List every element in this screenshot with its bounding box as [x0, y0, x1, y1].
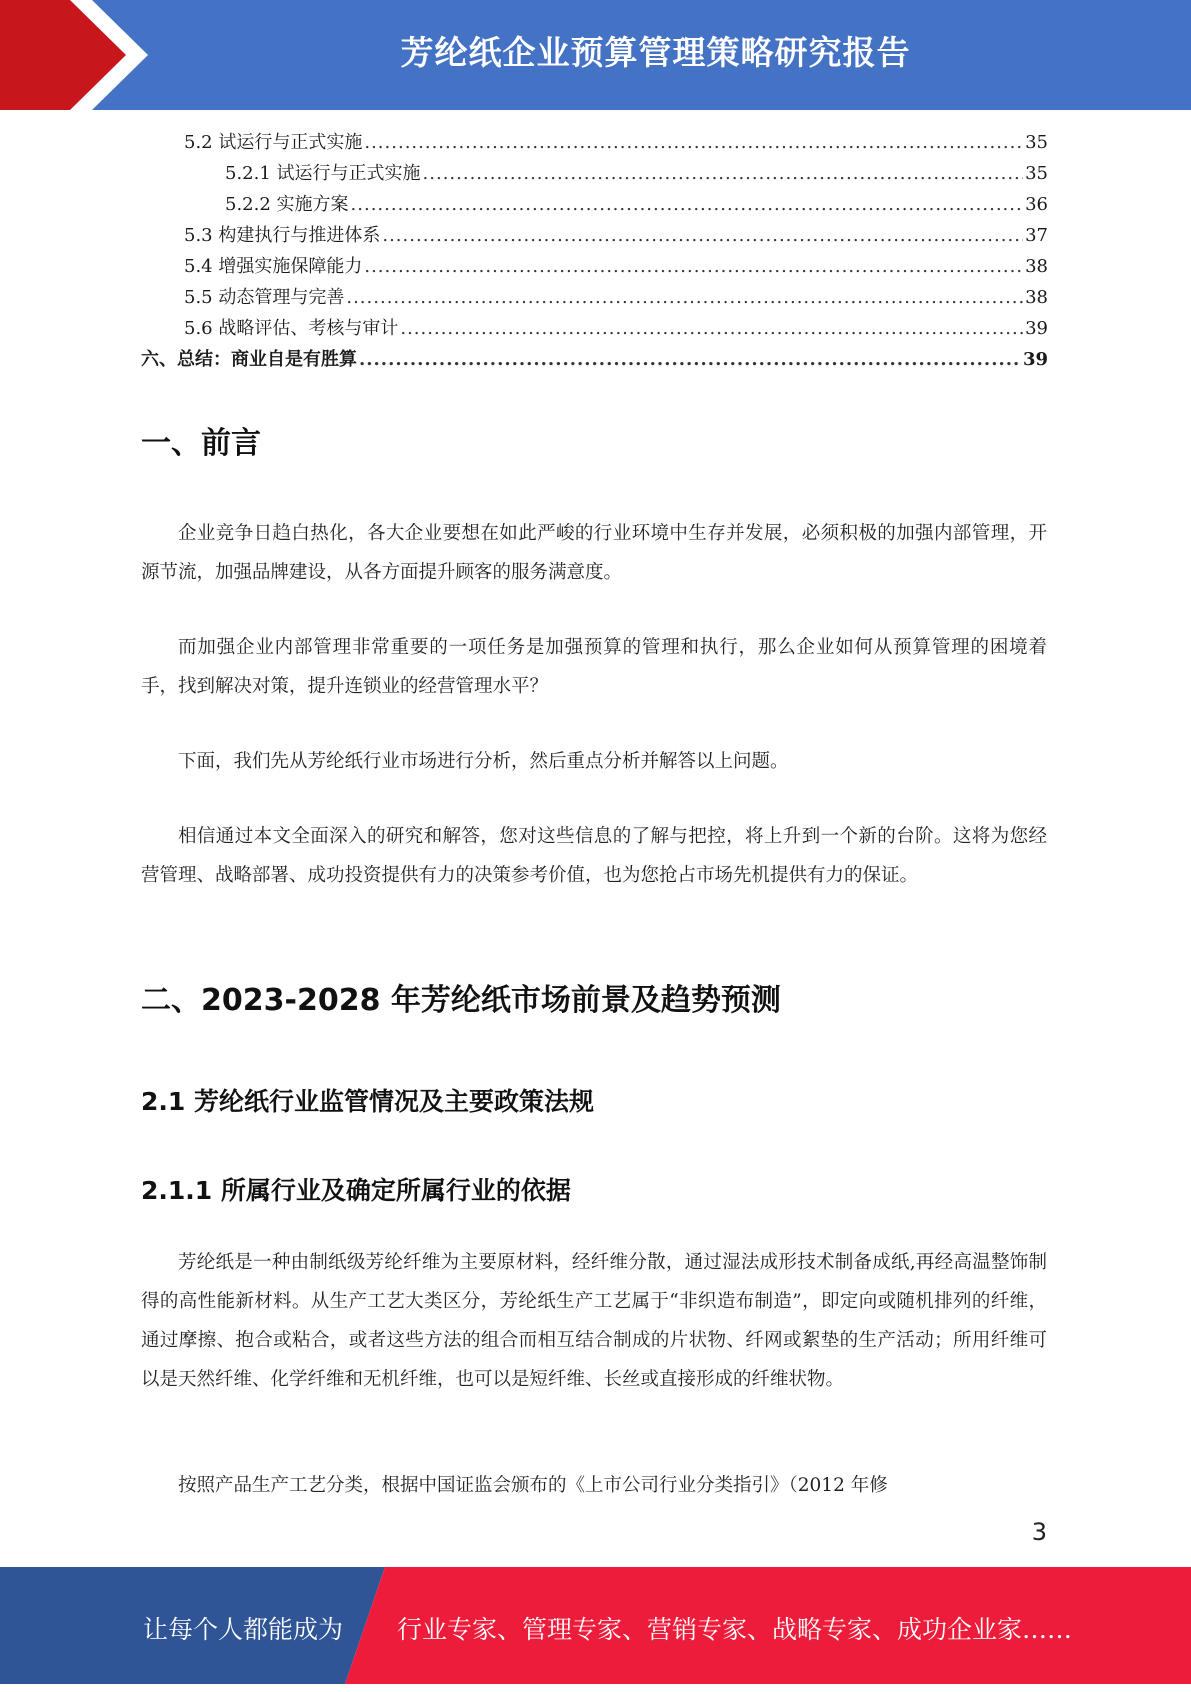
paragraph: 芳纶纸是一种由制纸级芳纶纤维为主要原材料，经纤维分散，通过湿法成形技术制备成纸,再经高温整饰制得的高性能新材料。从生产工艺大类区分，芳纶纸生产工艺属于“非织造布制造”，即定向或随机排列的纤维，通过摩擦、抱合或粘合，或者这些方法的组合而相互结合制成的片状物、纤网或絮垫的生产活动；所用纤维可以是天然纤维、化学纤维和无机纤维，也可以是短纤维、长丝或直接形成的纤维状物。 — [141, 1252, 1047, 1390]
page-header — [0, 0, 1191, 110]
page-footer — [0, 1567, 1191, 1684]
toc-entry[interactable] — [141, 282, 1048, 313]
toc-leader-dots — [423, 158, 1024, 189]
subsection-heading-2-1-1: 2.1.1 所属行业及确定所属行业的依据 — [141, 1176, 571, 1205]
paragraph: 企业竞争日趋白热化，各大企业要想在如此严峻的行业环境中生存并发展，必须积极的加强内部管理，开源节流，加强品牌建设，从各方面提升顾客的服务满意度。 — [141, 523, 1047, 583]
toc-entry-page: 39 — [1025, 318, 1048, 339]
toc-leader-dots — [400, 313, 1023, 344]
table-of-contents — [141, 127, 1048, 375]
toc-entry-label: 六、总结：商业自是有胜算 — [141, 349, 357, 370]
footer-slogan-right: 行业专家、管理专家、营销专家、战略专家、成功企业家…… — [397, 1615, 1073, 1644]
page-number: 3 — [1031, 1518, 1047, 1546]
paragraph: 按照产品生产工艺分类，根据中国证监会颁布的《上市公司行业分类指引》（2012 年修 — [178, 1475, 888, 1496]
toc-entry-label: 5.2.1 试运行与正式实施 — [225, 163, 421, 184]
toc-entry-page: 35 — [1025, 163, 1048, 184]
toc-entry-page: 39 — [1022, 349, 1048, 370]
toc-entry[interactable] — [141, 220, 1048, 251]
toc-entry-page: 38 — [1025, 287, 1048, 308]
paragraph: 下面，我们先从芳纶纸行业市场进行分析，然后重点分析并解答以上问题。 — [178, 751, 789, 772]
toc-entry-label: 5.4 增强实施保障能力 — [184, 256, 363, 277]
toc-entry-page: 36 — [1025, 194, 1048, 215]
toc-leader-dots — [351, 189, 1024, 220]
subsection-heading-2-1: 2.1 芳纶纸行业监管情况及主要政策法规 — [141, 1087, 594, 1116]
toc-entry-label: 5.5 动态管理与完善 — [184, 287, 345, 308]
toc-entry[interactable] — [141, 189, 1048, 220]
section-heading-preface: 一、前言 — [141, 426, 261, 461]
toc-entry-page: 37 — [1025, 225, 1048, 246]
toc-leader-dots — [364, 127, 1023, 158]
toc-entry[interactable] — [141, 127, 1048, 158]
footer-slogan-left: 让每个人都能成为 — [143, 1615, 344, 1644]
toc-entry[interactable] — [141, 158, 1048, 189]
toc-entry[interactable] — [141, 313, 1048, 344]
toc-entry-page: 35 — [1025, 132, 1048, 153]
toc-leader-dots — [346, 282, 1023, 313]
toc-entry-label: 5.2 试运行与正式实施 — [184, 132, 363, 153]
toc-entry[interactable] — [141, 344, 1048, 375]
toc-entry-label: 5.3 构建执行与推进体系 — [184, 225, 381, 246]
toc-entry-label: 5.2.2 实施方案 — [225, 194, 349, 215]
report-title: 芳纶纸企业预算管理策略研究报告 — [400, 33, 911, 72]
toc-entry-page: 38 — [1025, 256, 1048, 277]
paragraph: 相信通过本文全面深入的研究和解答，您对这些信息的了解与把控，将上升到一个新的台阶。这将为您经营管理、战略部署、成功投资提供有力的决策参考价值，也为您抢占市场先机提供有力的保证。 — [141, 826, 1047, 886]
toc-entry-label: 5.6 战略评估、考核与审计 — [184, 318, 399, 339]
section-heading-chapter2: 二、2023-2028 年芳纶纸市场前景及趋势预测 — [141, 983, 781, 1018]
paragraph: 而加强企业内部管理非常重要的一项任务是加强预算的管理和执行，那么企业如何从预算管理的困境着手，找到解决对策，提升连锁业的经营管理水平？ — [141, 637, 1047, 697]
toc-entry[interactable] — [141, 251, 1048, 282]
toc-leader-dots — [359, 344, 1021, 375]
toc-leader-dots — [382, 220, 1023, 251]
toc-leader-dots — [364, 251, 1023, 282]
